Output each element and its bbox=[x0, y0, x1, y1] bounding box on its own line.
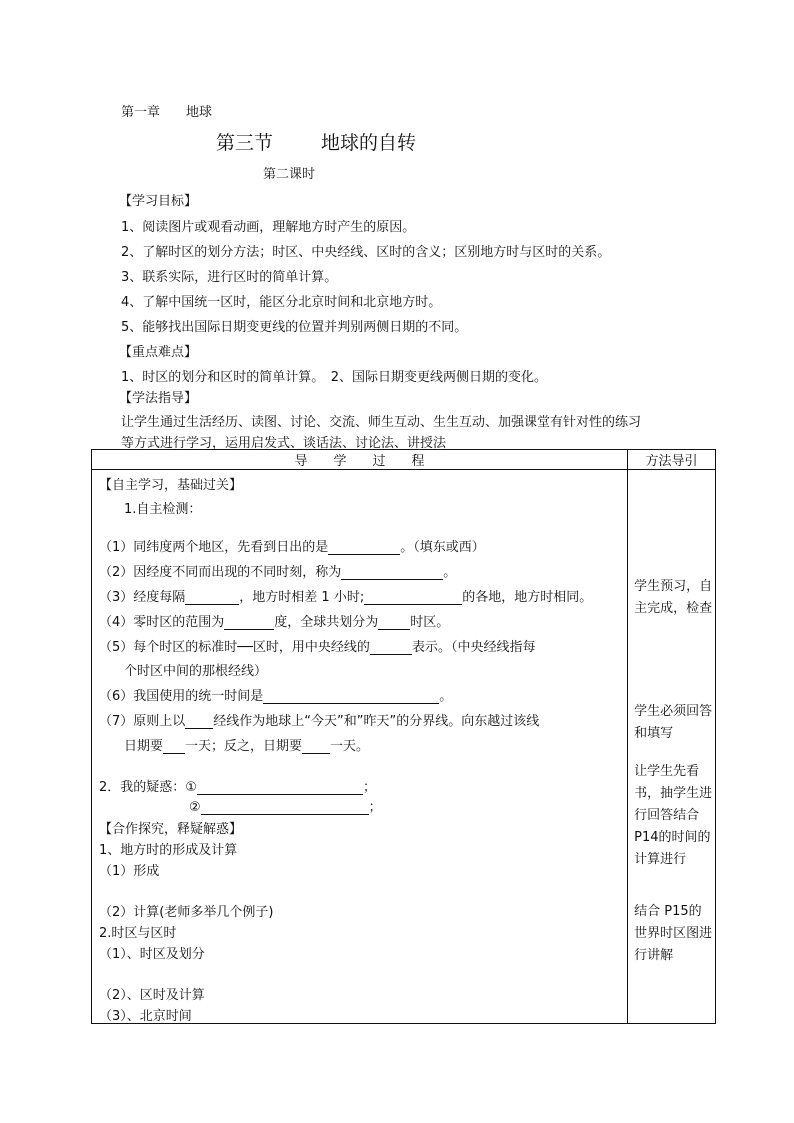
guide-note: 结合 P15的世界时区图进行讲解 bbox=[634, 904, 713, 963]
doubt-blank[interactable] bbox=[197, 780, 363, 795]
method-line: 让学生通过生活经历、读图、讨论、交流、师生互动、生生互动、加强课堂有针对性的练习 bbox=[121, 415, 642, 430]
question-1: （1）同纬度两个地区，先看到日出的是 。（填东或西） bbox=[99, 540, 485, 555]
question-5: （5）每个时区的标准时──区时，用中央经线的 表示。（中央经线指每 bbox=[99, 640, 536, 655]
section-name: 地球的自转 bbox=[321, 132, 417, 154]
question-7: （7）原则上以 经线作为地球上“今天”和”昨天”的分界线。向东越过该线 bbox=[99, 714, 540, 729]
answer-blank[interactable] bbox=[263, 689, 439, 704]
answer-blank[interactable] bbox=[378, 615, 410, 630]
question-5-continued: 个时区中间的那根经线） bbox=[124, 664, 268, 679]
objective-item: 3、联系实际，进行区时的简单计算。 bbox=[121, 270, 338, 285]
answer-blank[interactable] bbox=[163, 739, 185, 754]
answer-blank[interactable] bbox=[185, 590, 239, 605]
section-title bbox=[216, 128, 416, 155]
objective-item: 5、能够找出国际日期变更线的位置并判别两侧日期的不同。 bbox=[121, 320, 468, 335]
self-study-heading: 【自主学习，基础过关】 bbox=[99, 478, 243, 493]
method-heading: 【学法指导】 bbox=[119, 391, 198, 406]
answer-blank[interactable] bbox=[364, 590, 462, 605]
key-points-heading: 【重点难点】 bbox=[119, 345, 198, 360]
answer-blank[interactable] bbox=[224, 615, 274, 630]
question-6: （6）我国使用的统一时间是 。 bbox=[99, 689, 453, 704]
question-3: （3）经度每隔 ，地方时相差 1 小时; 的各地，地方时相同。 bbox=[99, 590, 593, 605]
method-line: 等方式进行学习，运用启发式、谈话法、讨论法、讲授法 bbox=[121, 436, 447, 451]
study-process-table bbox=[91, 449, 716, 1024]
coop-subitem: （2）、区时及计算 bbox=[99, 988, 205, 1003]
coop-subitem: （1）、时区及划分 bbox=[99, 947, 205, 962]
doubt-1: 2．我的疑惑：① ； bbox=[99, 780, 376, 795]
process-column-header: 导 学 过 程 bbox=[92, 450, 628, 470]
question-4: （4）零时区的范围为 度，全球共划分为 时区。 bbox=[99, 615, 450, 630]
guide-note: 让学生先看书，抽学生进行回答结合 P14的时间的计算进行 bbox=[634, 764, 713, 867]
answer-blank[interactable] bbox=[328, 540, 400, 555]
chapter-heading bbox=[121, 101, 212, 120]
answer-blank[interactable] bbox=[341, 565, 443, 580]
guide-note: 学生预习，自主完成，检查 bbox=[634, 579, 713, 616]
self-check-label: 1.自主检测： bbox=[124, 502, 202, 517]
question-7-continued: 日期要 一天；反之，日期要 一天。 bbox=[124, 739, 370, 754]
key-points-text: 1、时区的划分和区时的简单计算。 2、国际日期变更线两侧日期的变化。 bbox=[121, 370, 548, 385]
process-cell bbox=[92, 470, 628, 1024]
guide-note: 学生必须回答和填写 bbox=[634, 704, 713, 741]
coop-subitem: （1）形成 bbox=[99, 864, 160, 879]
question-2: （2）因经度不同而出现的不同时刻，称为 。 bbox=[99, 565, 457, 580]
chapter-name: 地球 bbox=[186, 105, 213, 120]
answer-blank[interactable] bbox=[302, 739, 330, 754]
doubt-blank[interactable] bbox=[201, 800, 369, 815]
coop-subitem: （3）、北京时间 bbox=[99, 1009, 192, 1024]
section-number: 第三节 bbox=[216, 132, 274, 154]
chapter-number: 第一章 bbox=[121, 105, 161, 120]
guide-column-header: 方法导引 bbox=[628, 450, 716, 470]
guide-cell bbox=[628, 470, 716, 1024]
objective-item: 4、了解中国统一区时，能区分北京时间和北京地方时。 bbox=[121, 295, 442, 310]
objective-item: 2、了解时区的划分方法；时区、中央经线、区时的含义；区别地方时与区时的关系。 bbox=[121, 245, 611, 260]
coop-heading: 【合作探究，释疑解惑】 bbox=[99, 822, 243, 837]
answer-blank[interactable] bbox=[185, 714, 213, 729]
answer-blank[interactable] bbox=[370, 640, 412, 655]
lesson-label: 第二课时 bbox=[263, 167, 316, 182]
doubt-2: ② ； bbox=[189, 800, 382, 815]
coop-item: 2.时区与区时 bbox=[99, 926, 177, 941]
coop-subitem: （2）计算(老师多举几个例子) bbox=[99, 905, 274, 920]
objectives-heading: 【学习目标】 bbox=[119, 194, 198, 209]
objective-item: 1、阅读图片或观看动画，理解地方时产生的原因。 bbox=[121, 220, 416, 235]
coop-item: 1、地方时的形成及计算 bbox=[99, 843, 238, 858]
